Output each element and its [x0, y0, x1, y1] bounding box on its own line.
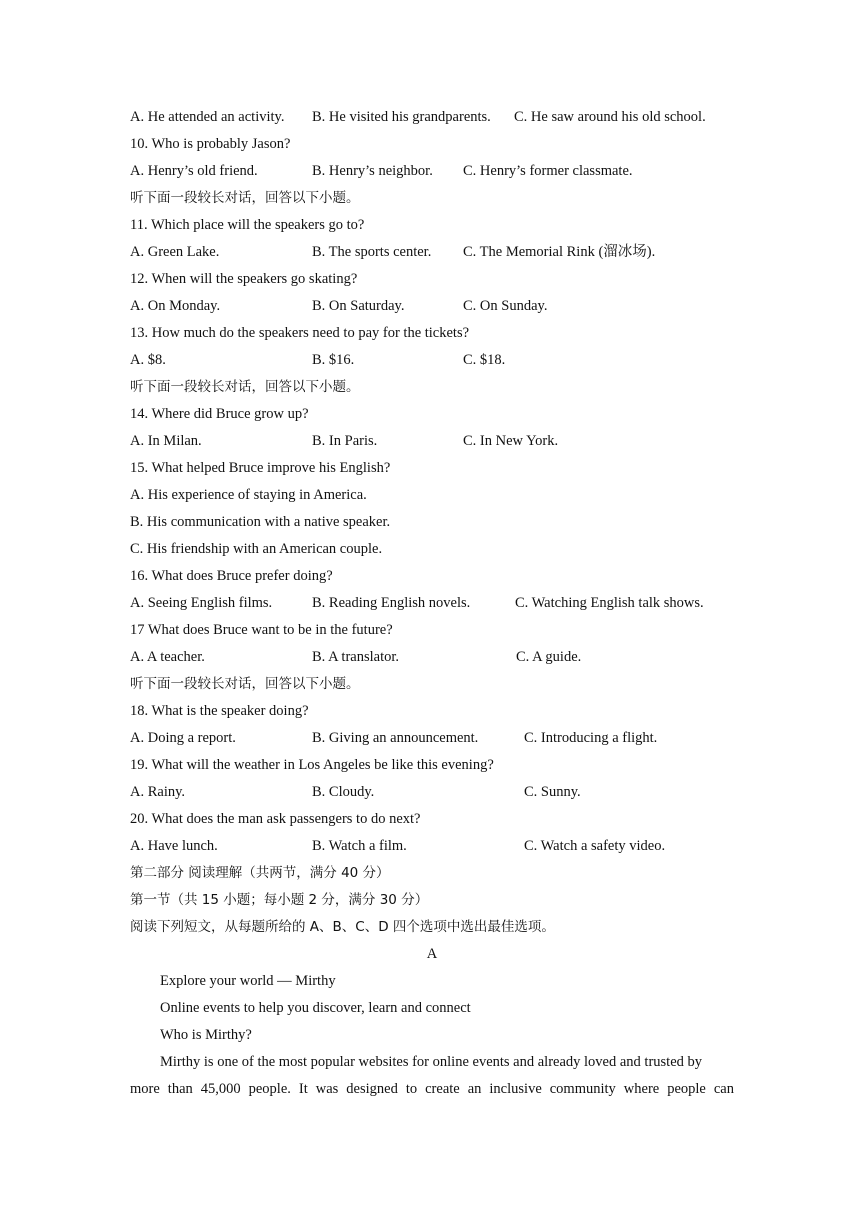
option-10a: A. Henry’s old friend.: [130, 163, 258, 179]
option-9a: A. He attended an activity.: [130, 109, 285, 125]
option-16c: C. Watching English talk shows.: [515, 595, 704, 611]
option-13b: B. $16.: [312, 352, 355, 368]
option-12c: C. On Sunday.: [463, 298, 548, 314]
part2-title: 第二部分 阅读理解（共两节，满分 40 分）: [130, 865, 390, 881]
question-14-options: [130, 428, 734, 455]
question-10-options: [130, 158, 734, 185]
option-18b: B. Giving an announcement.: [312, 730, 479, 746]
option-12b: B. On Saturday.: [312, 298, 405, 314]
option-13a: A. $8.: [130, 352, 166, 368]
option-14a: A. In Milan.: [130, 433, 202, 449]
question-16-options: [130, 590, 734, 617]
option-17b: B. A translator.: [312, 649, 399, 665]
option-9b: B. He visited his grandparents.: [312, 109, 491, 125]
section1-title: 第一节（共 15 小题；每小题 2 分，满分 30 分）: [130, 892, 429, 908]
question-9-options: [130, 104, 734, 131]
question-17: 17 What does Bruce want to be in the future?: [130, 622, 393, 638]
question-14: 14. Where did Bruce grow up?: [130, 406, 309, 422]
question-20: 20. What does the man ask passengers to do next?: [130, 811, 421, 827]
question-10: 10. Who is probably Jason?: [130, 136, 291, 152]
question-16: 16. What does Bruce prefer doing?: [130, 568, 333, 584]
option-13c: C. $18.: [463, 352, 506, 368]
option-16a: A. Seeing English films.: [130, 595, 273, 611]
option-18a: A. Doing a report.: [130, 730, 236, 746]
passage-subtitle: Online events to help you discover, learn and connect: [160, 1000, 471, 1016]
question-19-options: [130, 779, 734, 806]
passage-heading: Who is Mirthy?: [160, 1027, 252, 1043]
option-9c: C. He saw around his old school.: [514, 109, 706, 125]
option-10b: B. Henry’s neighbor.: [312, 163, 433, 179]
question-12-options: [130, 293, 734, 320]
section-note-2: 听下面一段较长对话，回答以下小题。: [130, 379, 360, 395]
option-11b: B. The sports center.: [312, 244, 432, 260]
option-17a: A. A teacher.: [130, 649, 205, 665]
question-11-options: [130, 239, 734, 266]
option-15c: C. His friendship with an American couple.: [130, 541, 383, 557]
question-11: 11. Which place will the speakers go to?: [130, 217, 365, 233]
option-18c: C. Introducing a flight.: [524, 730, 658, 746]
option-12a: A. On Monday.: [130, 298, 221, 314]
option-11c: C. The Memorial Rink (溜冰场).: [463, 244, 656, 260]
question-13: 13. How much do the speakers need to pay for the tickets?: [130, 325, 470, 341]
exam-page: [130, 104, 734, 1103]
reading-instruction: 阅读下列短文，从每题所给的 A、B、C、D 四个选项中选出最佳选项。: [130, 919, 555, 935]
passage-letter: A: [426, 946, 438, 962]
section-note-3: 听下面一段较长对话，回答以下小题。: [130, 676, 360, 692]
passage-paragraph-line-2: more than 45,000 people. It was designed to create an inclusive community where people can: [130, 1081, 734, 1097]
option-14b: B. In Paris.: [312, 433, 378, 449]
option-19b: B. Cloudy.: [312, 784, 375, 800]
question-12: 12. When will the speakers go skating?: [130, 271, 358, 287]
option-20b: B. Watch a film.: [312, 838, 407, 854]
question-18: 18. What is the speaker doing?: [130, 703, 309, 719]
question-15: 15. What helped Bruce improve his English?: [130, 460, 391, 476]
question-18-options: [130, 725, 734, 752]
question-19: 19. What will the weather in Los Angeles be like this evening?: [130, 757, 494, 773]
passage-title: Explore your world — Mirthy: [160, 973, 336, 989]
option-17c: C. A guide.: [516, 649, 582, 665]
option-16b: B. Reading English novels.: [312, 595, 471, 611]
option-15a: A. His experience of staying in America.: [130, 487, 367, 503]
question-20-options: [130, 833, 734, 860]
passage-paragraph-line-1: Mirthy is one of the most popular websites for online events and already loved and trusted by: [160, 1054, 703, 1070]
question-13-options: [130, 347, 734, 374]
option-15b: B. His communication with a native speaker.: [130, 514, 391, 530]
option-10c: C. Henry’s former classmate.: [463, 163, 633, 179]
option-19a: A. Rainy.: [130, 784, 186, 800]
option-20a: A. Have lunch.: [130, 838, 218, 854]
question-17-options: [130, 644, 734, 671]
option-19c: C. Sunny.: [524, 784, 581, 800]
option-14c: C. In New York.: [463, 433, 559, 449]
option-11a: A. Green Lake.: [130, 244, 220, 260]
section-note-1: 听下面一段较长对话，回答以下小题。: [130, 190, 360, 206]
option-20c: C. Watch a safety video.: [524, 838, 666, 854]
